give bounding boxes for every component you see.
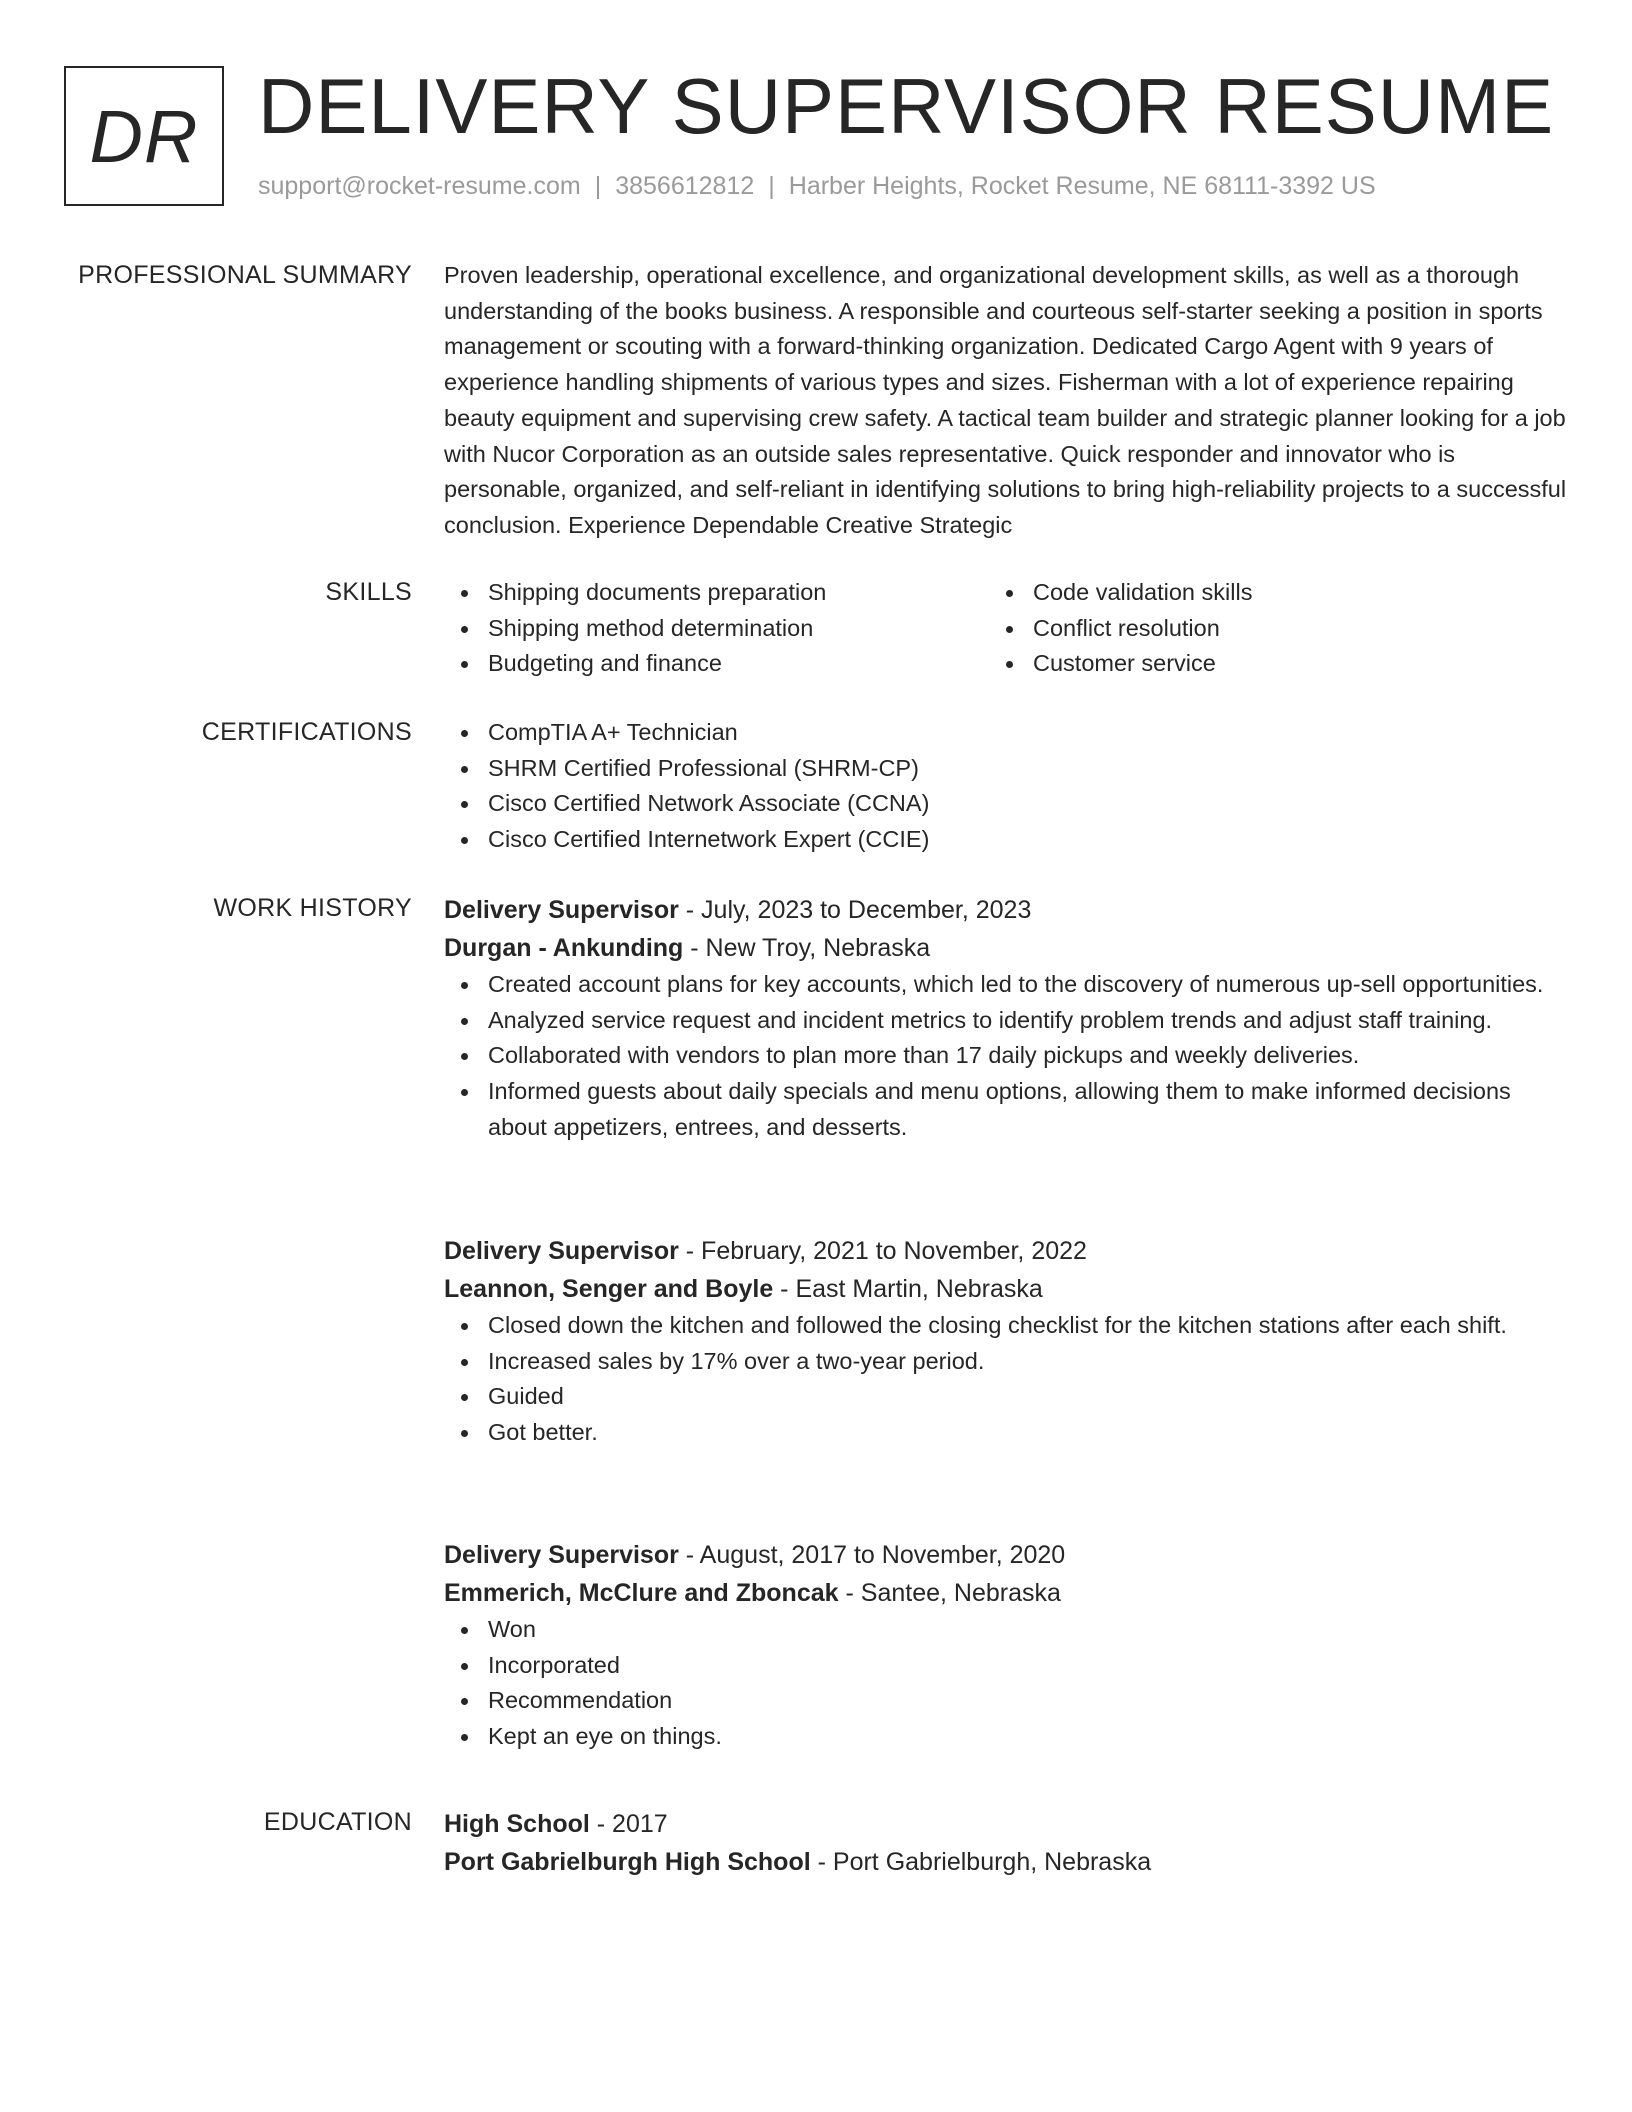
- contact-phone[interactable]: 3856612812: [615, 172, 755, 200]
- skill-item: Customer service: [989, 646, 1534, 682]
- certifications-body: [444, 715, 1568, 858]
- skills-body: [444, 575, 1568, 682]
- job-title-line: [444, 891, 1568, 929]
- job-bullets: [444, 1308, 1568, 1451]
- job-company: Durgan - Ankunding: [444, 934, 684, 962]
- job-bullet: Closed down the kitchen and followed the closing checklist for the kitchen stations after each shift.: [444, 1308, 1568, 1344]
- job-company: Leannon, Senger and Boyle: [444, 1275, 774, 1303]
- job-dates: - August, 2017 to November, 2020: [678, 1541, 1066, 1569]
- job-title-line: [444, 1536, 1568, 1574]
- job-entry: [444, 1232, 1568, 1451]
- job-title: Delivery Supervisor: [444, 896, 679, 924]
- job-company-line: [444, 929, 1568, 967]
- skills-column-1: [444, 575, 989, 682]
- resume-title: DELIVERY SUPERVISOR RESUME: [258, 62, 1555, 150]
- section-label-work-history: WORK HISTORY: [213, 894, 412, 922]
- job-bullet: Got better.: [444, 1415, 1568, 1451]
- education-school-line: [444, 1843, 1568, 1881]
- job-company: Emmerich, McClure and Zboncak: [444, 1579, 839, 1607]
- summary-body: [444, 258, 1568, 544]
- job-location: - New Troy, Nebraska: [683, 934, 931, 962]
- job-bullet: Kept an eye on things.: [444, 1719, 1568, 1755]
- section-label-certifications: CERTIFICATIONS: [201, 718, 412, 746]
- skills-column-2: [989, 575, 1534, 682]
- education-degree: High School: [444, 1810, 590, 1838]
- certification-item: CompTIA A+ Technician: [444, 715, 1568, 751]
- job-bullet: Recommendation: [444, 1683, 1568, 1719]
- section-label-skills: SKILLS: [325, 578, 412, 606]
- education-body: [444, 1805, 1568, 1881]
- job-location: - Santee, Nebraska: [838, 1579, 1061, 1607]
- job-bullet: Created account plans for key accounts, which led to the discovery of numerous up-sell opportunities.: [444, 967, 1568, 1003]
- job-bullets: [444, 967, 1568, 1146]
- job-company-line: [444, 1574, 1568, 1612]
- education-year: - 2017: [589, 1810, 668, 1838]
- summary-text: Proven leadership, operational excellence, and organizational development skills, as well as a thorough understanding of the books business. A responsible and courteous self-starter seeking a position in sports management or scouting with a forward-thinking organization. Dedicated Cargo Agent with 9 years of experience handling shipments of various types and sizes. Fisherman with a lot of experience repairing beauty equipment and supervising crew safety. A tactical team builder and strategic planner looking for a job with Nucor Corporation as an outside sales representative. Quick responder and innovator who is personable, organized, and self-reliant in identifying solutions to bring high-reliability projects to a successful conclusion. Experience Dependable Creative Strategic: [444, 262, 1567, 538]
- contact-email[interactable]: support@rocket-resume.com: [258, 172, 581, 200]
- education-degree-line: [444, 1805, 1568, 1843]
- resume-header: [64, 64, 1568, 210]
- contact-separator: |: [768, 172, 775, 200]
- education-location: - Port Gabrielburgh, Nebraska: [810, 1848, 1152, 1876]
- certification-item: Cisco Certified Network Associate (CCNA): [444, 786, 1568, 822]
- certification-item: SHRM Certified Professional (SHRM-CP): [444, 751, 1568, 787]
- skill-item: Code validation skills: [989, 575, 1534, 611]
- job-bullets: [444, 1612, 1568, 1755]
- skill-item: Shipping documents preparation: [444, 575, 989, 611]
- job-bullet: Analyzed service request and incident metrics to identify problem trends and adjust staff training.: [444, 1003, 1568, 1039]
- section-label-summary: PROFESSIONAL SUMMARY: [78, 261, 412, 289]
- job-entry: [444, 891, 1568, 1146]
- job-bullet: Guided: [444, 1379, 1568, 1415]
- job-bullet: Won: [444, 1612, 1568, 1648]
- education-school: Port Gabrielburgh High School: [444, 1848, 811, 1876]
- job-company-line: [444, 1270, 1568, 1308]
- certification-item: Cisco Certified Internetwork Expert (CCIE): [444, 822, 1568, 858]
- skill-item: Conflict resolution: [989, 611, 1534, 647]
- job-dates: - February, 2021 to November, 2022: [678, 1237, 1087, 1265]
- skill-item: Shipping method determination: [444, 611, 989, 647]
- job-title-line: [444, 1232, 1568, 1270]
- job-bullet: Collaborated with vendors to plan more than 17 daily pickups and weekly deliveries.: [444, 1038, 1568, 1074]
- monogram-badge: DR: [64, 66, 224, 206]
- contact-separator: |: [594, 172, 602, 200]
- job-location: - East Martin, Nebraska: [773, 1275, 1043, 1303]
- job-title: Delivery Supervisor: [444, 1541, 679, 1569]
- section-label-education: EDUCATION: [263, 1808, 412, 1836]
- skill-item: Budgeting and finance: [444, 646, 989, 682]
- certifications-list: [444, 715, 1568, 858]
- job-dates: - July, 2023 to December, 2023: [678, 896, 1032, 924]
- contact-line: [258, 172, 1376, 201]
- contact-address: Harber Heights, Rocket Resume, NE 68111-3392 US: [788, 172, 1376, 200]
- job-bullet: Informed guests about daily specials and menu options, allowing them to make informed decisions about appetizers, entrees, and desserts.: [444, 1074, 1568, 1145]
- job-title: Delivery Supervisor: [444, 1237, 679, 1265]
- job-bullet: Increased sales by 17% over a two-year period.: [444, 1344, 1568, 1380]
- job-entry: [444, 1536, 1568, 1755]
- job-bullet: Incorporated: [444, 1648, 1568, 1684]
